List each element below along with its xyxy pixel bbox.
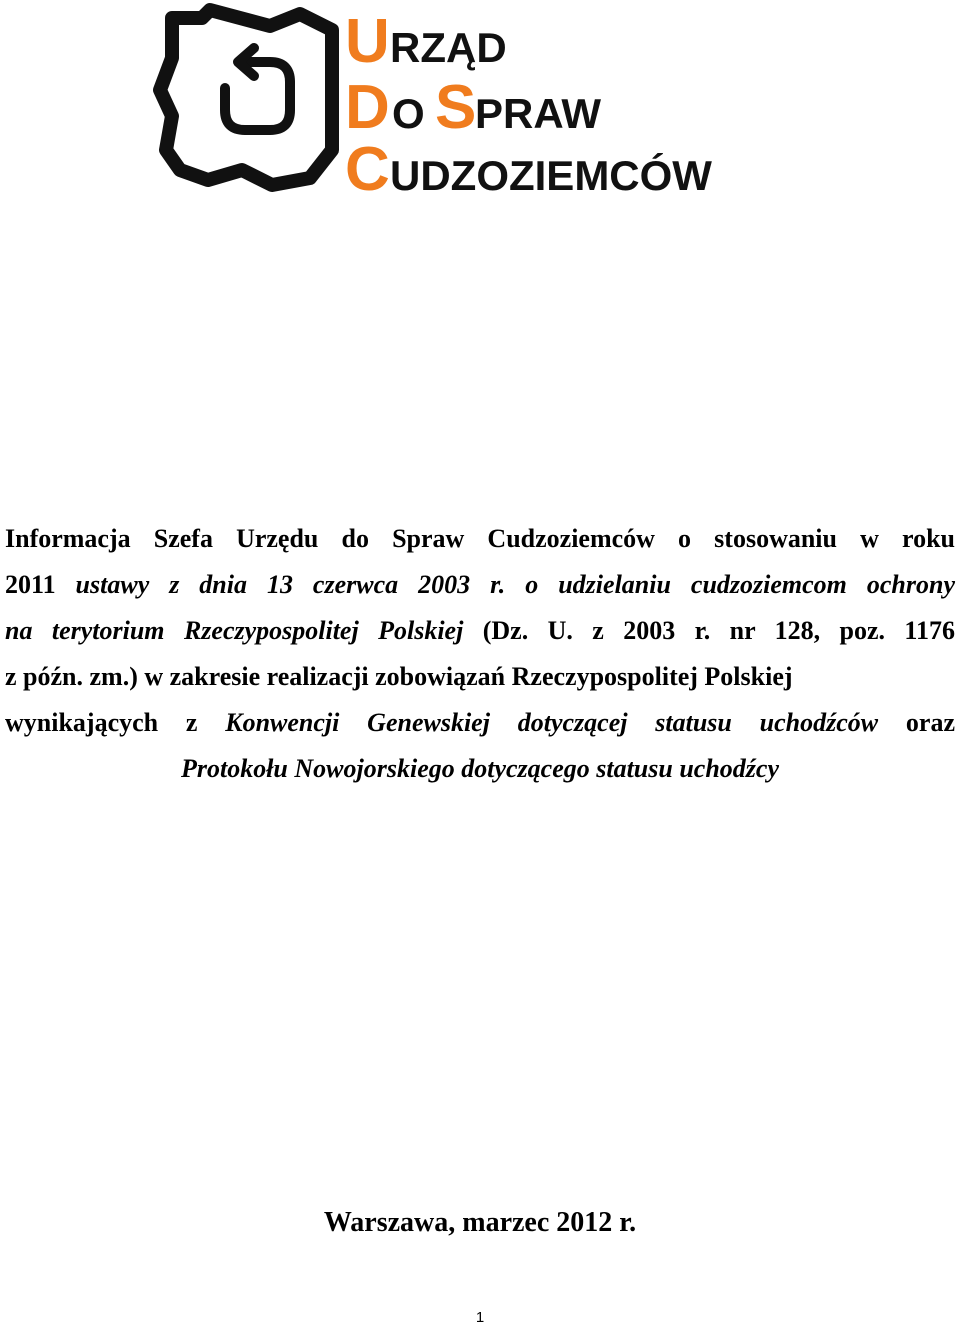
wordmark-initial-s: S: [435, 73, 477, 142]
title-line-2-italic: ustawy z dnia 13 czerwca 2003 r. o udzielaniu cudzoziemcom ochrony: [75, 570, 955, 599]
title-line-6: [0, 746, 960, 792]
title-line-2-normal: 2011: [5, 570, 76, 599]
wordmark-rest-1: RZĄD: [390, 24, 507, 71]
office-logo: [150, 0, 810, 205]
title-line-1-text: Informacja Szefa Urzędu do Spraw Cudzoziemców o stosowaniu w roku: [5, 524, 955, 553]
place-and-date: Warszawa, marzec 2012 r.: [323, 1207, 637, 1238]
wordmark-rest-3: UDZOZIEMCÓW: [390, 152, 712, 199]
title-line-4: [0, 654, 960, 700]
document-title: [0, 516, 960, 792]
title-line-4-text: z późn. zm.) w zakresie realizacji zobowiązań Rzeczypospolitej Polskiej: [5, 662, 793, 691]
title-line-5: [0, 700, 960, 746]
title-line-5-normal-a: wynikających z: [5, 708, 226, 737]
title-line-2: [0, 562, 960, 608]
wordmark-rest-2b: PRAW: [475, 90, 601, 137]
title-line-6-italic: Protokołu Nowojorskiego dotyczącego statusu uchodźcy: [180, 754, 779, 783]
title-line-1: [0, 516, 960, 562]
wordmark-initial-u: U: [345, 7, 390, 76]
page-number: 1: [475, 1309, 485, 1326]
title-line-3-normal: (Dz. U. z 2003 r. nr 128, poz. 1176: [463, 616, 955, 645]
map-outline-icon: [160, 10, 332, 185]
wordmark-initial-c: C: [345, 135, 390, 204]
title-line-5-normal-b: oraz: [878, 708, 955, 737]
wordmark-initial-d: D: [345, 73, 390, 142]
title-line-3: [0, 608, 960, 654]
title-line-3-italic: na terytorium Rzeczypospolitej Polskiej: [5, 616, 464, 645]
office-logo-graphic: [150, 0, 810, 205]
wordmark-rest-2a: O: [392, 90, 425, 137]
return-arrow-icon: [225, 48, 290, 130]
title-line-5-italic: Konwencji Genewskiej dotyczącej statusu uchodźców: [225, 708, 879, 737]
